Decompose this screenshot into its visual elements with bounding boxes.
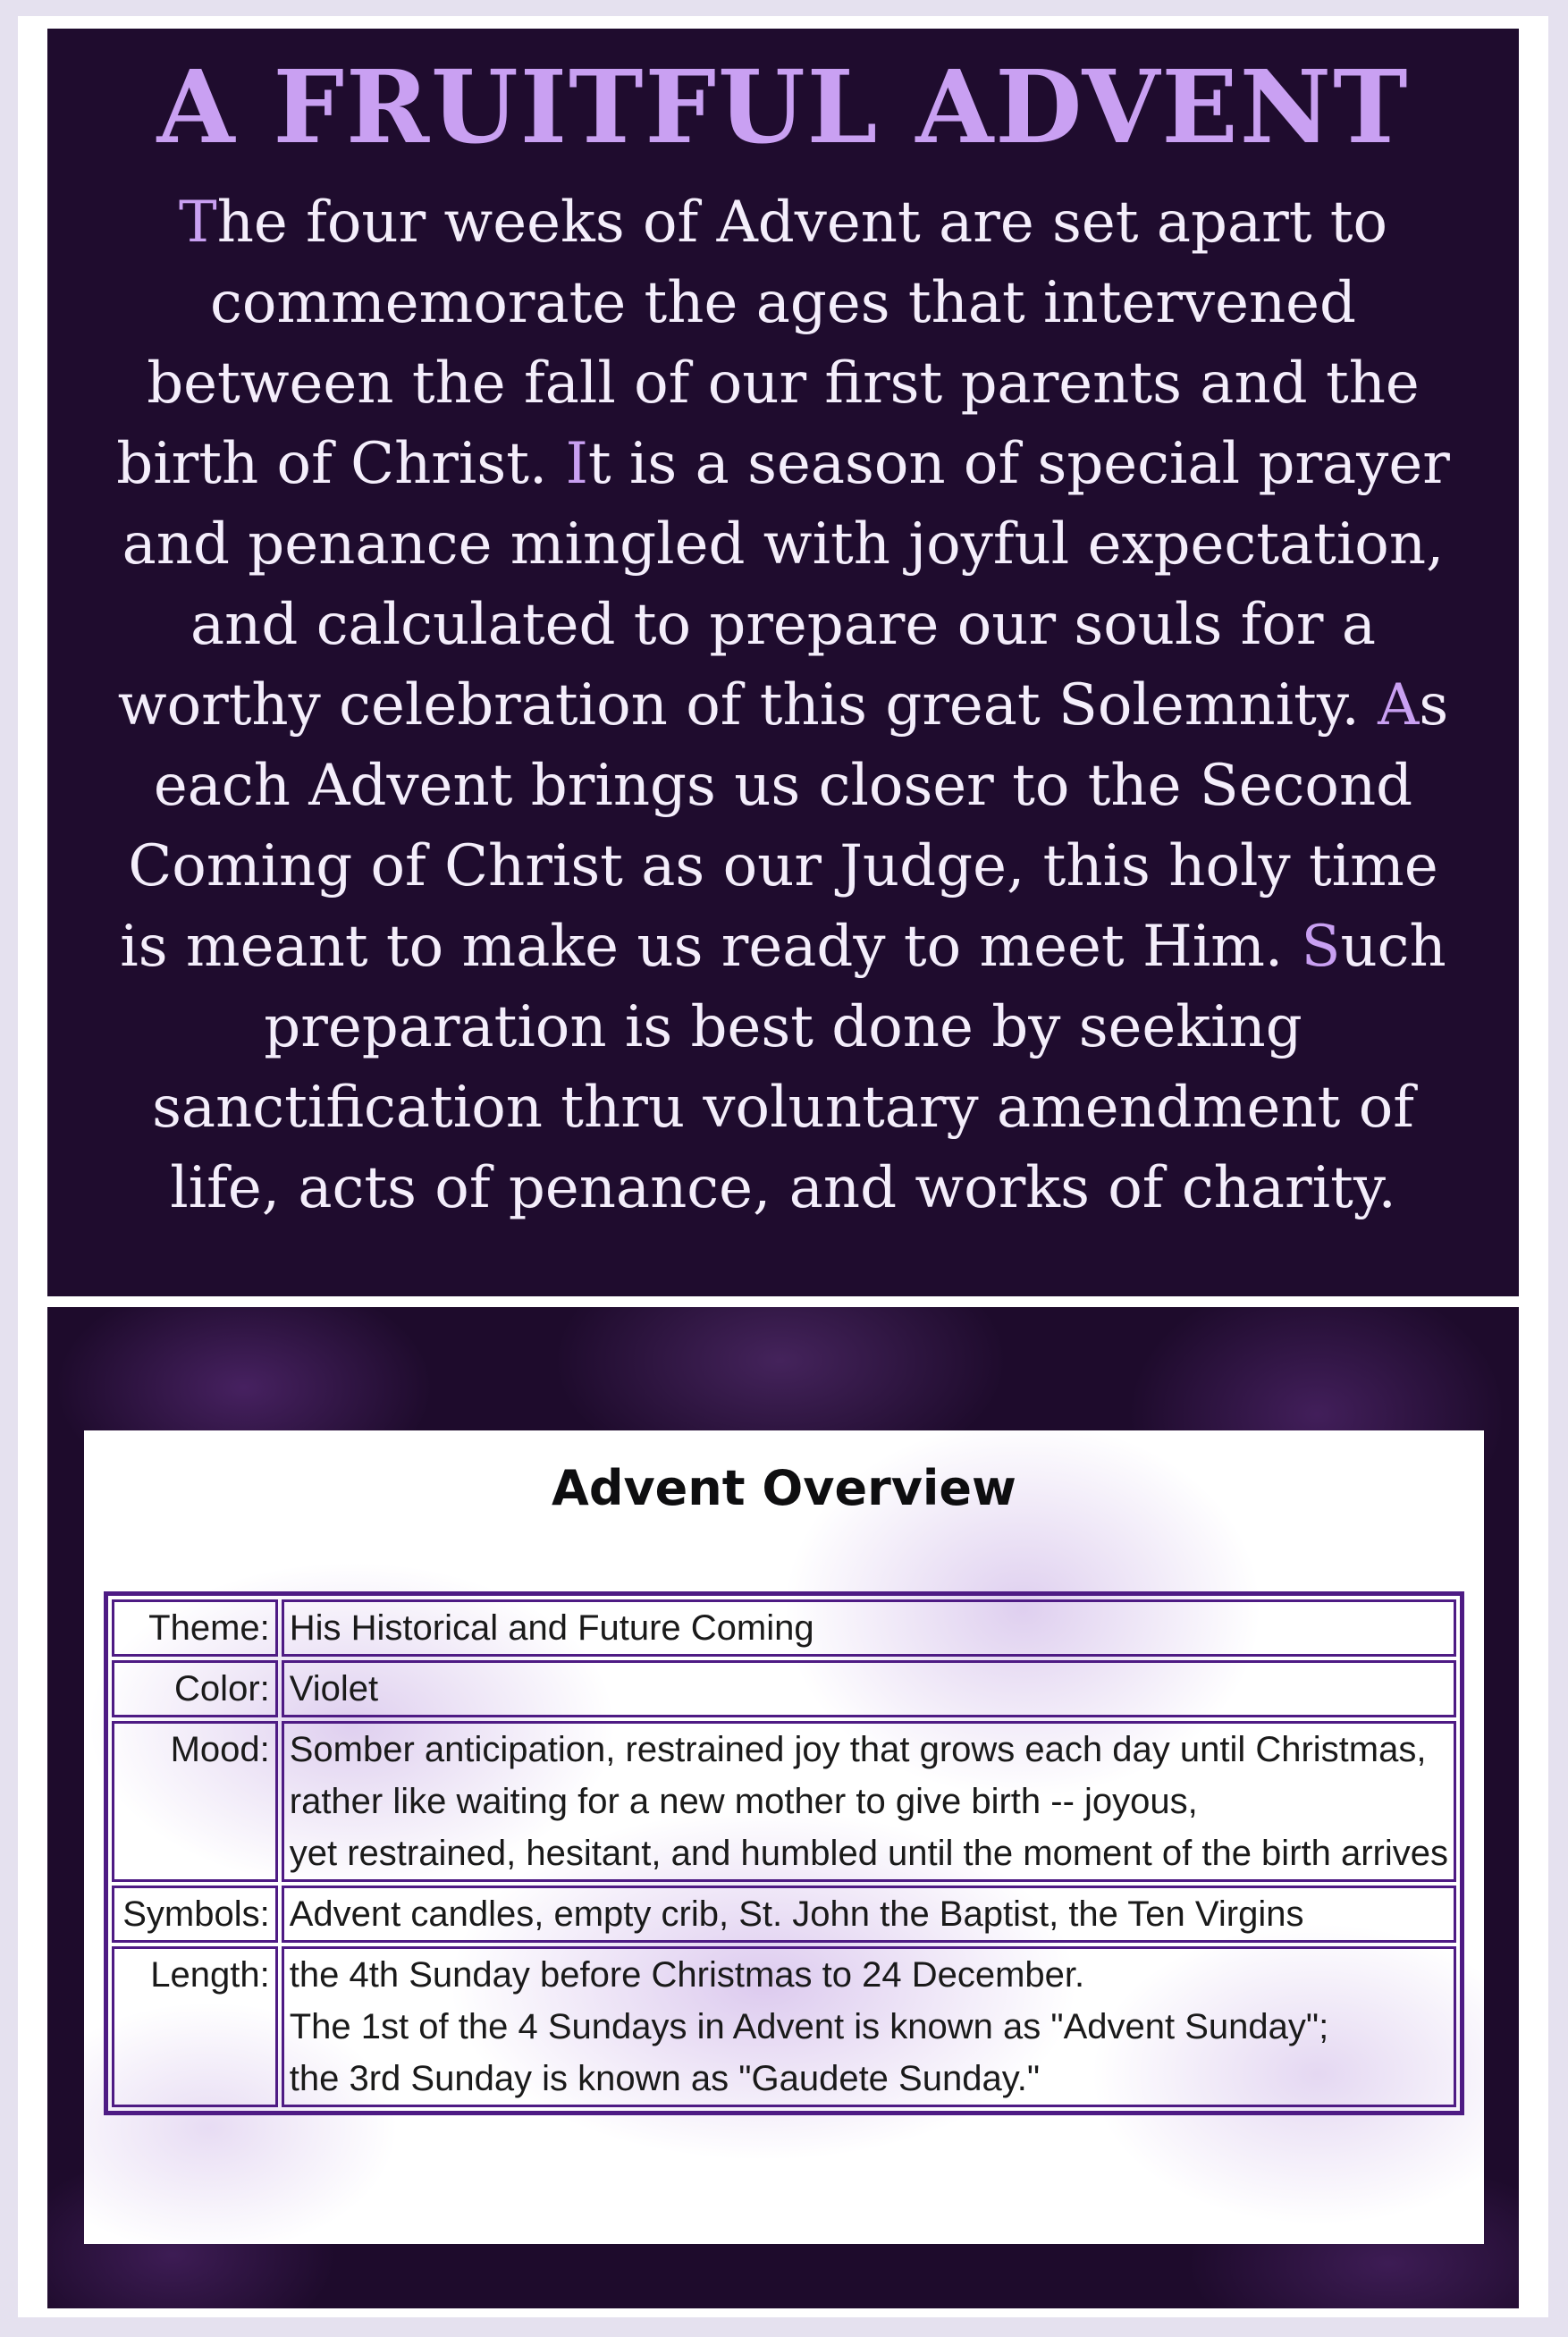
table-row <box>112 1886 1456 1943</box>
intro-line-text: each Advent brings us closer to the Second <box>153 753 1413 819</box>
intro-line-text: commemorate the ages that intervened <box>210 270 1356 336</box>
intro-line <box>60 182 1506 263</box>
overview-panel <box>47 1307 1519 2308</box>
intro-panel <box>47 29 1519 1296</box>
intro-line-text: and penance mingled with joyful expectation, <box>122 511 1445 578</box>
intro-line-text: life, acts of penance, and works of charity. <box>170 1155 1396 1221</box>
row-value <box>282 1599 1456 1657</box>
drop-initial: I <box>565 431 588 497</box>
intro-line-text: between the fall of our first parents and the <box>147 350 1420 417</box>
intro-line-text: he four weeks of Advent are set apart to <box>216 190 1387 256</box>
row-value-line: His Historical and Future Coming <box>289 1608 814 1648</box>
row-value-line: yet restrained, hesitant, and humbled until the moment of the birth arrives <box>289 1834 1448 1873</box>
row-value <box>282 1946 1456 2107</box>
intro-line-text: and calculated to prepare our souls for a <box>190 592 1376 658</box>
intro-line <box>60 826 1506 907</box>
intro-line-text: t is a season of special prayer <box>587 431 1450 497</box>
row-value-line: Violet <box>289 1669 379 1708</box>
row-value-line: Somber anticipation, restrained joy that grows each day until Christmas, <box>289 1730 1427 1769</box>
intro-line-text: is meant to make us ready to meet Him. <box>120 914 1302 980</box>
drop-initial: T <box>179 190 217 256</box>
intro-line <box>60 585 1506 665</box>
intro-line <box>60 907 1506 987</box>
intro-line-text: worthy celebration of this great Solemnity. <box>117 672 1378 738</box>
table-row <box>112 1721 1456 1882</box>
row-label: Length: <box>112 1946 278 2107</box>
table-row <box>112 1660 1456 1717</box>
row-label: Symbols: <box>112 1886 278 1943</box>
intro-line <box>60 504 1506 585</box>
row-label: Mood: <box>112 1721 278 1882</box>
intro-line-text: Coming of Christ as our Judge, this holy time <box>128 833 1438 899</box>
intro-line <box>60 424 1506 504</box>
row-value-line: rather like waiting for a new mother to give birth -- joyous, <box>289 1782 1198 1821</box>
intro-line-text: preparation is best done by seeking <box>264 994 1302 1060</box>
intro-line-text: birth of Christ. <box>116 431 566 497</box>
drop-initial: A <box>1378 672 1420 738</box>
intro-line-text: s <box>1419 672 1449 738</box>
row-value <box>282 1721 1456 1882</box>
intro-line <box>60 263 1506 343</box>
intro-line <box>60 746 1506 826</box>
intro-line-text: sanctification thru voluntary amendment of <box>152 1075 1414 1141</box>
row-value-line: the 4th Sunday before Christmas to 24 December. <box>289 1955 1085 1995</box>
intro-line <box>60 987 1506 1067</box>
table-row <box>112 1599 1456 1657</box>
drop-initial: S <box>1301 914 1341 980</box>
row-value-line: The 1st of the 4 Sundays in Advent is known as "Advent Sunday"; <box>289 2007 1329 2046</box>
intro-line <box>60 343 1506 424</box>
intro-line <box>60 665 1506 746</box>
row-label: Color: <box>112 1660 278 1717</box>
row-value-line: the 3rd Sunday is known as "Gaudete Sunday." <box>289 2059 1041 2098</box>
overview-card <box>84 1430 1484 2244</box>
intro-line <box>60 1148 1506 1228</box>
intro-line-text: uch <box>1340 914 1446 980</box>
overview-title: Advent Overview <box>552 1460 1016 1516</box>
row-value <box>282 1660 1456 1717</box>
row-label: Theme: <box>112 1599 278 1657</box>
intro-line <box>60 1067 1506 1148</box>
table-row <box>112 1946 1456 2107</box>
page-title: A FRUITFUL ADVENT <box>156 49 1410 166</box>
overview-table <box>104 1591 1464 2115</box>
row-value <box>282 1886 1456 1943</box>
intro-paragraph <box>47 182 1519 1228</box>
row-value-line: Advent candles, empty crib, St. John the Baptist, the Ten Virgins <box>289 1894 1304 1934</box>
